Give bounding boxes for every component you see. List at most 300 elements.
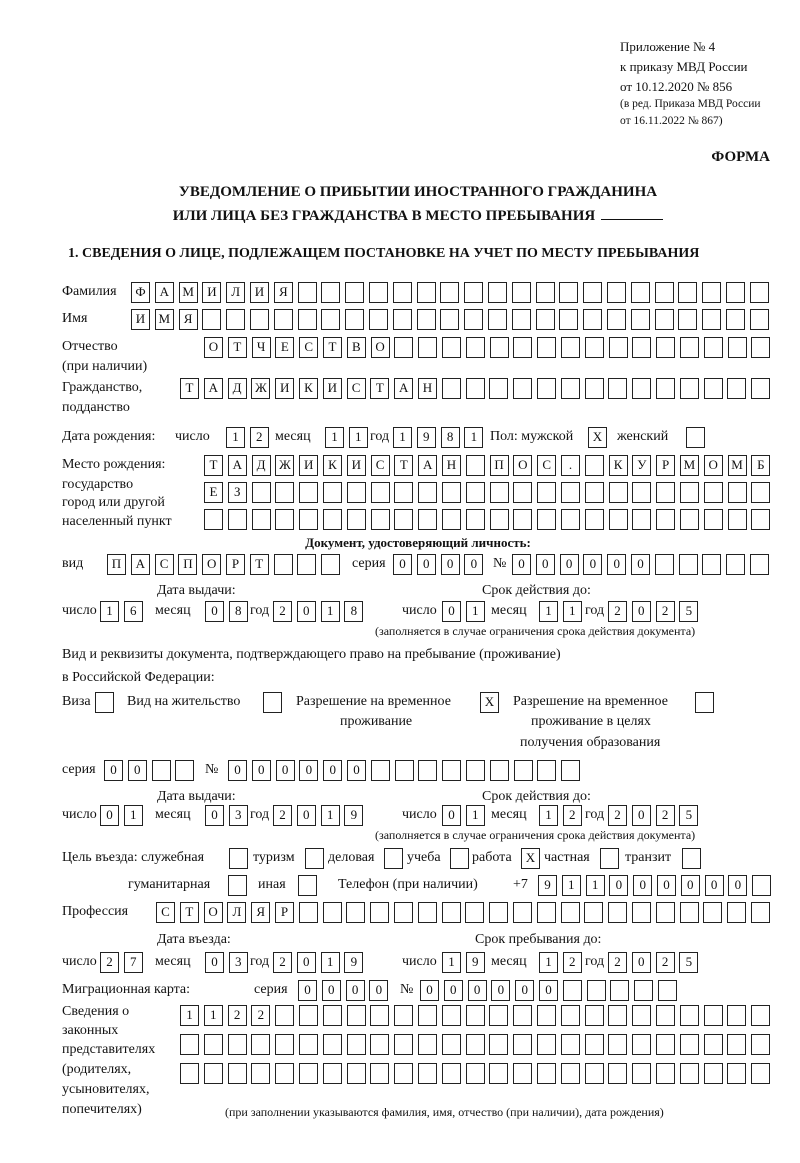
char-box[interactable] [704,337,723,358]
char-box[interactable]: 0 [583,554,602,575]
char-box[interactable]: О [704,455,723,476]
char-box[interactable] [369,282,388,303]
char-box[interactable] [726,309,745,330]
char-box[interactable] [702,282,721,303]
char-box[interactable] [466,482,485,503]
char-box[interactable] [228,509,247,530]
char-box[interactable] [751,1005,770,1026]
stay-series-field[interactable] [104,760,194,781]
char-box[interactable] [465,902,484,923]
char-box[interactable]: 9 [417,427,436,448]
char-box[interactable]: Ф [131,282,150,303]
char-box[interactable] [489,1005,508,1026]
char-box[interactable] [229,848,248,869]
char-box[interactable] [655,309,674,330]
char-box[interactable]: 1 [442,952,461,973]
char-box[interactable]: М [155,309,174,330]
char-box[interactable] [726,282,745,303]
char-box[interactable] [727,1005,746,1026]
char-box[interactable] [442,1063,461,1084]
char-box[interactable]: И [250,282,269,303]
char-box[interactable] [607,282,626,303]
char-box[interactable] [371,482,390,503]
char-box[interactable]: О [204,902,223,923]
char-box[interactable]: 0 [205,601,224,622]
char-box[interactable] [466,337,485,358]
char-box[interactable] [442,378,461,399]
char-box[interactable]: 0 [609,875,628,896]
char-box[interactable]: 3 [229,805,248,826]
char-box[interactable]: И [323,378,342,399]
sex-male-checkbox[interactable] [588,427,607,448]
char-box[interactable] [678,282,697,303]
char-box[interactable] [418,1034,437,1055]
char-box[interactable] [228,1034,247,1055]
doc-valid-month[interactable] [539,601,582,622]
char-box[interactable] [323,482,342,503]
char-box[interactable]: Т [370,378,389,399]
char-box[interactable] [561,1063,580,1084]
char-box[interactable]: Ж [275,455,294,476]
char-box[interactable] [299,902,318,923]
char-box[interactable] [442,482,461,503]
char-box[interactable]: 1 [466,805,485,826]
char-box[interactable] [464,282,483,303]
char-box[interactable] [680,509,699,530]
stay-issue-day[interactable] [100,805,143,826]
char-box[interactable] [442,509,461,530]
stay-until-day[interactable] [442,952,485,973]
char-box[interactable] [226,309,245,330]
char-box[interactable]: А [394,378,413,399]
char-box[interactable]: 2 [608,601,627,622]
representatives-field-row-3[interactable] [180,1063,770,1084]
char-box[interactable]: П [107,554,126,575]
char-box[interactable] [489,1034,508,1055]
char-box[interactable]: Л [227,902,246,923]
char-box[interactable] [466,455,485,476]
char-box[interactable]: 5 [679,601,698,622]
char-box[interactable] [632,1034,651,1055]
char-box[interactable] [228,875,247,896]
char-box[interactable]: 1 [349,427,368,448]
char-box[interactable] [252,509,271,530]
char-box[interactable] [274,554,293,575]
char-box[interactable] [393,309,412,330]
char-box[interactable] [384,848,403,869]
char-box[interactable]: 2 [563,952,582,973]
char-box[interactable]: 9 [344,805,363,826]
char-box[interactable] [466,1034,485,1055]
char-box[interactable]: 0 [297,601,316,622]
char-box[interactable] [513,482,532,503]
char-box[interactable] [751,1063,770,1084]
char-box[interactable] [513,1063,532,1084]
char-box[interactable]: 1 [464,427,483,448]
char-box[interactable] [394,509,413,530]
char-box[interactable] [751,1034,770,1055]
char-box[interactable] [610,980,629,1001]
char-box[interactable] [678,309,697,330]
doc-kind-field[interactable] [107,554,340,575]
entry-day[interactable] [100,952,143,973]
char-box[interactable] [204,509,223,530]
char-box[interactable] [418,509,437,530]
char-box[interactable] [680,378,699,399]
char-box[interactable] [321,282,340,303]
char-box[interactable] [442,1005,461,1026]
char-box[interactable] [608,1005,627,1026]
char-box[interactable]: 9 [538,875,557,896]
char-box[interactable] [727,1034,746,1055]
char-box[interactable] [466,1063,485,1084]
doc-valid-day[interactable] [442,601,485,622]
char-box[interactable] [583,309,602,330]
char-box[interactable]: Р [275,902,294,923]
char-box[interactable]: Р [656,455,675,476]
char-box[interactable] [536,282,555,303]
char-box[interactable] [704,378,723,399]
char-box[interactable] [656,1063,675,1084]
char-box[interactable]: И [347,455,366,476]
char-box[interactable] [561,1005,580,1026]
char-box[interactable]: 0 [322,980,341,1001]
char-box[interactable] [442,1034,461,1055]
char-box[interactable] [726,554,745,575]
doc-series-field[interactable] [393,554,483,575]
char-box[interactable]: 0 [252,760,271,781]
char-box[interactable] [513,1005,532,1026]
char-box[interactable] [490,482,509,503]
char-box[interactable] [537,509,556,530]
char-box[interactable]: 0 [512,554,531,575]
char-box[interactable] [513,902,532,923]
char-box[interactable]: 0 [632,601,651,622]
char-box[interactable] [585,482,604,503]
char-box[interactable] [513,1034,532,1055]
char-box[interactable] [442,760,461,781]
char-box[interactable] [561,378,580,399]
patronymic-field[interactable] [204,337,770,358]
char-box[interactable] [656,378,675,399]
char-box[interactable] [370,1063,389,1084]
char-box[interactable]: 0 [323,760,342,781]
char-box[interactable] [345,282,364,303]
char-box[interactable] [204,1063,223,1084]
char-box[interactable] [728,337,747,358]
char-box[interactable] [559,282,578,303]
char-box[interactable] [537,1034,556,1055]
char-box[interactable] [274,309,293,330]
char-box[interactable] [585,455,604,476]
char-box[interactable]: 0 [100,805,119,826]
char-box[interactable] [655,554,674,575]
char-box[interactable]: Я [179,309,198,330]
char-box[interactable] [632,509,651,530]
char-box[interactable] [680,482,699,503]
char-box[interactable] [727,378,746,399]
doc-issue-month[interactable] [205,601,248,622]
char-box[interactable] [561,337,580,358]
char-box[interactable] [728,509,747,530]
char-box[interactable]: 0 [560,554,579,575]
char-box[interactable]: 0 [728,875,747,896]
char-box[interactable]: 2 [228,1005,247,1026]
char-box[interactable]: П [490,455,509,476]
char-box[interactable] [680,1063,699,1084]
char-box[interactable]: 0 [633,875,652,896]
char-box[interactable]: 8 [344,601,363,622]
char-box[interactable]: 0 [420,980,439,1001]
char-box[interactable] [418,337,437,358]
char-box[interactable]: О [202,554,221,575]
char-box[interactable]: А [204,378,223,399]
char-box[interactable]: В [347,337,366,358]
char-box[interactable] [537,482,556,503]
char-box[interactable]: 1 [124,805,143,826]
doc-issue-day[interactable] [100,601,143,622]
char-box[interactable]: Т [250,554,269,575]
char-box[interactable] [321,309,340,330]
char-box[interactable] [682,848,701,869]
char-box[interactable]: 0 [346,980,365,1001]
char-box[interactable]: . [561,455,580,476]
char-box[interactable]: 1 [321,952,340,973]
char-box[interactable] [152,760,171,781]
char-box[interactable]: 0 [681,875,700,896]
char-box[interactable] [585,378,604,399]
char-box[interactable] [418,482,437,503]
char-box[interactable]: 2 [273,952,292,973]
char-box[interactable]: 1 [586,875,605,896]
char-box[interactable] [704,482,723,503]
char-box[interactable]: И [131,309,150,330]
char-box[interactable] [585,509,604,530]
char-box[interactable] [656,337,675,358]
char-box[interactable]: 0 [705,875,724,896]
char-box[interactable] [418,760,437,781]
char-box[interactable] [250,309,269,330]
entry-month[interactable] [205,952,248,973]
char-box[interactable] [323,902,342,923]
char-box[interactable] [442,337,461,358]
char-box[interactable]: М [179,282,198,303]
char-box[interactable]: Я [274,282,293,303]
char-box[interactable] [537,902,556,923]
char-box[interactable] [394,1034,413,1055]
char-box[interactable]: К [323,455,342,476]
stay-issue-year[interactable] [273,805,363,826]
char-box[interactable] [370,1034,389,1055]
char-box[interactable] [634,980,653,1001]
birth-day-field[interactable] [226,427,269,448]
stay-until-month[interactable] [539,952,582,973]
char-box[interactable] [251,1063,270,1084]
birthplace-field-row-2[interactable] [204,482,770,503]
char-box[interactable] [371,760,390,781]
char-box[interactable]: Е [275,337,294,358]
char-box[interactable] [702,309,721,330]
char-box[interactable]: Т [228,337,247,358]
char-box[interactable] [537,337,556,358]
purpose-work-checkbox[interactable] [521,848,540,869]
purpose-humanitarian-checkbox[interactable] [228,875,247,896]
char-box[interactable] [512,309,531,330]
char-box[interactable] [299,1063,318,1084]
char-box[interactable]: 2 [656,952,675,973]
char-box[interactable] [440,309,459,330]
char-box[interactable] [585,1005,604,1026]
char-box[interactable] [679,554,698,575]
char-box[interactable] [632,902,651,923]
purpose-private-checkbox[interactable] [600,848,619,869]
char-box[interactable] [537,1005,556,1026]
char-box[interactable]: 5 [679,952,698,973]
char-box[interactable]: 0 [442,601,461,622]
char-box[interactable] [488,282,507,303]
char-box[interactable]: 2 [608,952,627,973]
char-box[interactable]: 1 [100,601,119,622]
char-box[interactable] [488,309,507,330]
char-box[interactable] [490,760,509,781]
birth-year-field[interactable] [393,427,483,448]
char-box[interactable]: У [632,455,651,476]
char-box[interactable] [263,692,282,713]
char-box[interactable] [418,902,437,923]
char-box[interactable] [608,378,627,399]
char-box[interactable]: Я [251,902,270,923]
doc-number-field[interactable] [512,554,769,575]
char-box[interactable]: Б [751,455,770,476]
migration-number-field[interactable] [420,980,677,1001]
char-box[interactable] [440,282,459,303]
char-box[interactable] [323,509,342,530]
char-box[interactable] [609,337,628,358]
char-box[interactable] [394,1005,413,1026]
char-box[interactable] [346,902,365,923]
char-box[interactable] [323,1063,342,1084]
char-box[interactable] [750,554,769,575]
char-box[interactable] [275,1005,294,1026]
char-box[interactable]: Н [442,455,461,476]
char-box[interactable] [370,1005,389,1026]
char-box[interactable]: 0 [632,952,651,973]
char-box[interactable] [394,902,413,923]
char-box[interactable] [175,760,194,781]
char-box[interactable] [658,980,677,1001]
char-box[interactable] [450,848,469,869]
char-box[interactable] [680,1034,699,1055]
purpose-study-checkbox[interactable] [450,848,469,869]
char-box[interactable] [489,1063,508,1084]
char-box[interactable]: 1 [226,427,245,448]
char-box[interactable]: 0 [515,980,534,1001]
char-box[interactable] [656,482,675,503]
temp-residence-edu-checkbox[interactable] [695,692,714,713]
char-box[interactable]: 0 [607,554,626,575]
char-box[interactable] [180,1063,199,1084]
char-box[interactable] [584,902,603,923]
purpose-tourism-checkbox[interactable] [305,848,324,869]
char-box[interactable] [275,1034,294,1055]
char-box[interactable]: 1 [562,875,581,896]
char-box[interactable]: Е [204,482,223,503]
char-box[interactable] [561,509,580,530]
char-box[interactable] [561,902,580,923]
char-box[interactable] [394,337,413,358]
char-box[interactable] [686,427,705,448]
char-box[interactable]: О [371,337,390,358]
char-box[interactable]: Т [180,378,199,399]
char-box[interactable] [489,378,508,399]
char-box[interactable] [656,509,675,530]
char-box[interactable] [180,1034,199,1055]
char-box[interactable] [466,509,485,530]
char-box[interactable] [299,1005,318,1026]
char-box[interactable]: 0 [491,980,510,1001]
char-box[interactable]: 5 [679,805,698,826]
stay-number-field[interactable] [228,760,580,781]
char-box[interactable]: 0 [128,760,147,781]
char-box[interactable]: 0 [205,805,224,826]
char-box[interactable]: 1 [539,805,558,826]
char-box[interactable]: 2 [100,952,119,973]
char-box[interactable]: 0 [657,875,676,896]
representatives-field-row-2[interactable] [180,1034,770,1055]
char-box[interactable] [345,309,364,330]
char-box[interactable]: Ж [251,378,270,399]
char-box[interactable]: Т [394,455,413,476]
profession-field[interactable] [156,902,770,923]
temp-residence-checkbox[interactable] [480,692,499,713]
char-box[interactable]: С [299,337,318,358]
char-box[interactable]: 2 [273,805,292,826]
char-box[interactable] [347,1063,366,1084]
char-box[interactable] [512,282,531,303]
char-box[interactable] [514,760,533,781]
char-box[interactable]: С [371,455,390,476]
char-box[interactable] [607,309,626,330]
char-box[interactable] [655,282,674,303]
char-box[interactable]: А [155,282,174,303]
char-box[interactable]: 0 [536,554,555,575]
char-box[interactable] [704,1005,723,1026]
birthplace-field-row-3[interactable] [204,509,770,530]
char-box[interactable]: М [728,455,747,476]
stay-valid-month[interactable] [539,805,582,826]
char-box[interactable] [583,282,602,303]
char-box[interactable]: 2 [250,427,269,448]
char-box[interactable]: 0 [417,554,436,575]
char-box[interactable]: 1 [180,1005,199,1026]
char-box[interactable] [323,1005,342,1026]
char-box[interactable]: 0 [464,554,483,575]
char-box[interactable]: Д [228,378,247,399]
char-box[interactable]: Ч [252,337,271,358]
char-box[interactable]: И [299,455,318,476]
char-box[interactable] [298,875,317,896]
char-box[interactable]: 1 [204,1005,223,1026]
purpose-other-checkbox[interactable] [298,875,317,896]
char-box[interactable]: 0 [393,554,412,575]
char-box[interactable] [537,760,556,781]
char-box[interactable] [632,337,651,358]
representatives-field-row-1[interactable] [180,1005,770,1026]
char-box[interactable]: Т [204,455,223,476]
char-box[interactable] [394,1063,413,1084]
char-box[interactable]: 2 [273,601,292,622]
char-box[interactable] [703,902,722,923]
